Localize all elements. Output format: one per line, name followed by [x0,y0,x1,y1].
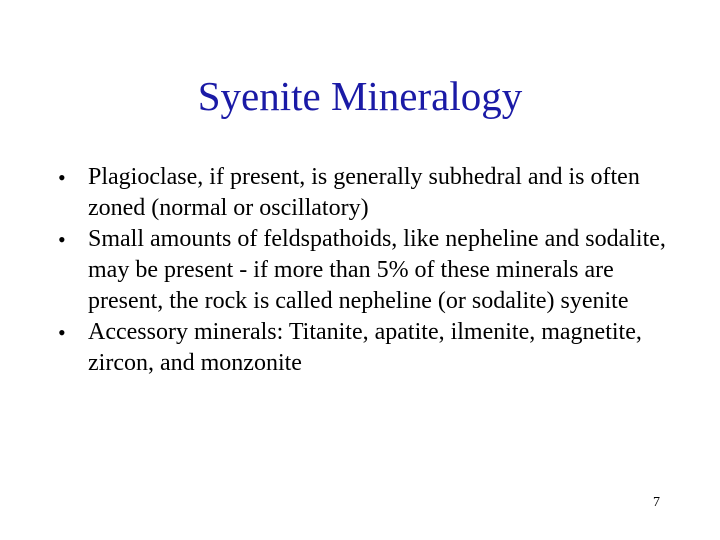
bullet-list [58,162,678,379]
bullet-text: Small amounts of feldspathoids, like nepheline and sodalite, may be present - if more than 5% of these minerals are present, the rock is called nepheline (or sodalite) syenite [88,226,666,314]
bullet-text: Plagioclase, if present, is generally subhedral and is often zoned (normal or oscillatory) [88,164,640,221]
bullet-item-accessory-minerals [58,317,678,379]
bullet-icon: • [58,227,66,252]
bullet-item-plagioclase [58,162,678,224]
bullet-text: Accessory minerals: Titanite, apatite, ilmenite, magnetite, zircon, and monzonite [88,319,642,376]
bullet-item-feldspathoids [58,224,678,317]
page-number: 7 [653,495,660,510]
bullet-icon: • [58,320,66,345]
bullet-icon: • [58,165,66,190]
slide-title: Syenite Mineralogy [197,73,523,119]
